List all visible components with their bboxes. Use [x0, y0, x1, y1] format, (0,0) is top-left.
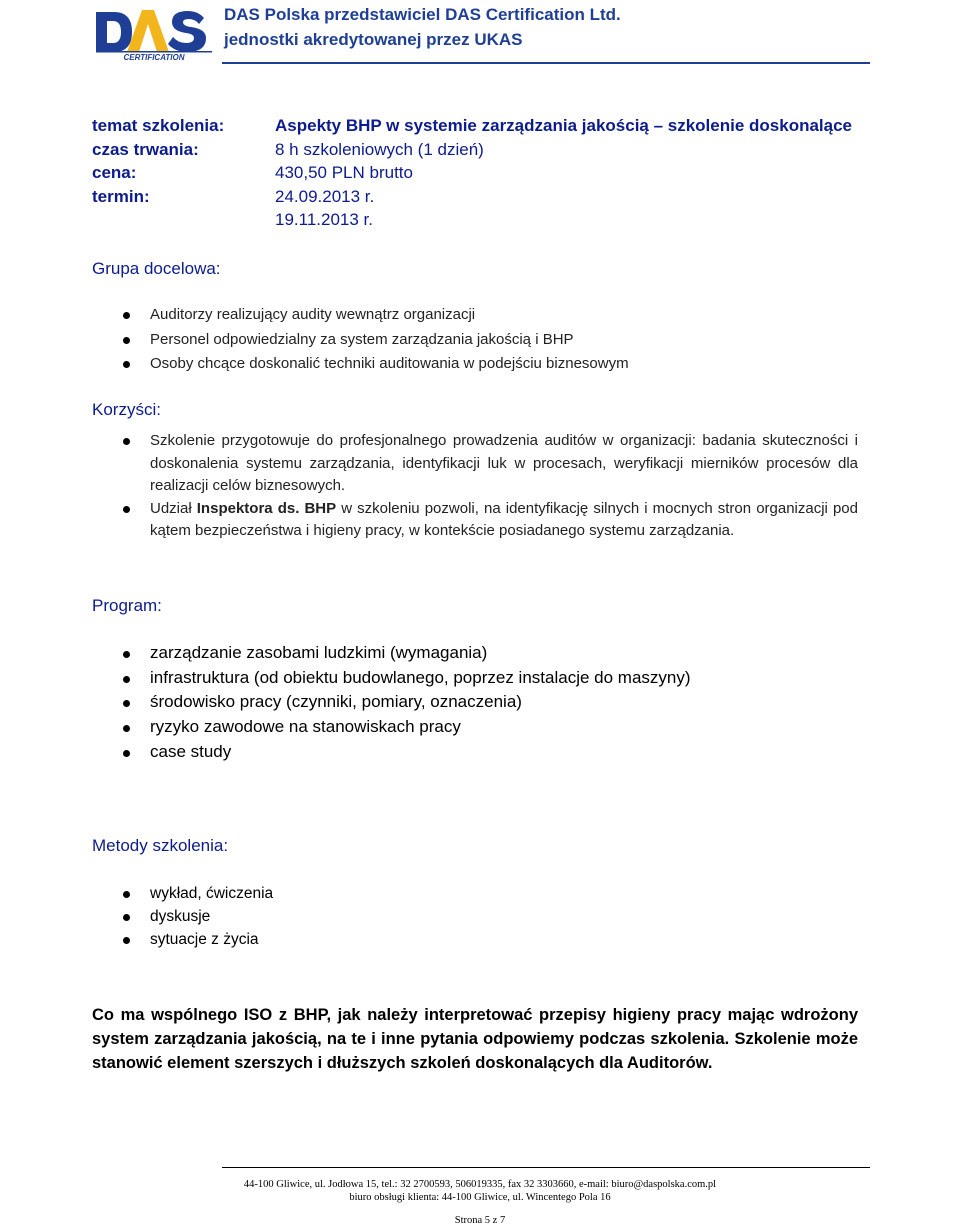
bullet-icon: [123, 937, 130, 944]
das-certification-logo: [94, 4, 214, 62]
closing-paragraph: Co ma wspólnego ISO z BHP, jak należy interpretować przepisy higieny pracy mając wdrożony system zarządzania jakością, na te i inne pytania odpowiemy podczas szkolenia. Szkolenie może stanowić element szerszych i dłuższych szkoleń doskonalących dla Auditorów.: [92, 1006, 858, 1072]
header-title: DAS Polska przedstawiciel DAS Certification Ltd.: [224, 5, 621, 24]
bullet-icon: [123, 891, 130, 898]
footer-address: 44-100 Gliwice, ul. Jodłowa 15, tel.: 32 2700593, 506019335, fax 32 3303660, e-mail: biuro@daspolska.com.pl: [243, 1179, 717, 1190]
program-heading: Program:: [92, 596, 162, 615]
benefits-list: [150, 430, 858, 543]
bullet-icon: [123, 725, 130, 732]
list-item: wykład, ćwiczenia: [150, 882, 870, 905]
list-item: środowisko pracy (czynniki, pomiary, oznaczenia): [150, 690, 870, 715]
header-subtitle: jednostki akredytowanej przez UKAS: [224, 30, 523, 49]
list-item: Auditorzy realizujący audity wewnątrz organizacji: [150, 303, 870, 328]
list-item: Szkolenie przygotowuje do profesjonalnego prowadzenia auditów w organizacji: badania skuteczności i doskonalenia systemu zarządzania, identyfikacji luk w procesach, weryfikacji mierników procesów dla realizacji celów biznesowych.: [150, 430, 858, 498]
program-list: [150, 641, 870, 765]
list-item: sytuacje z życia: [150, 928, 870, 951]
bullet-icon: [123, 651, 130, 658]
list-item: infrastruktura (od obiektu budowlanego, poprzez instalacje do maszyny): [150, 666, 870, 691]
date-2: 19.11.2013 r.: [275, 210, 373, 229]
footer-office: biuro obsługi klienta: 44-100 Gliwice, ul. Wincentego Pola 16: [349, 1192, 611, 1203]
list-item: ryzyko zawodowe na stanowiskach pracy: [150, 715, 870, 740]
bullet-icon: [123, 676, 130, 683]
price-label: cena:: [92, 163, 137, 182]
bullet-icon: [123, 750, 130, 757]
bullet-icon: [123, 438, 130, 445]
bullet-icon: [123, 361, 130, 368]
benefits-heading: Korzyści:: [92, 400, 161, 419]
bullet-icon: [123, 700, 130, 707]
bullet-icon: [123, 312, 130, 319]
page-number: Strona 5 z 7: [454, 1215, 506, 1226]
bullet-icon: [123, 506, 130, 513]
list-item: case study: [150, 740, 870, 765]
list-item: Personel odpowiedzialny za system zarządzania jakością i BHP: [150, 328, 870, 353]
bullet-icon: [123, 337, 130, 344]
date-label: termin:: [92, 187, 150, 206]
header-divider: [222, 62, 870, 64]
logo-subtitle: CERTIFICATION: [123, 53, 185, 62]
methods-list: [150, 882, 870, 951]
list-item: zarządzanie zasobami ludzkimi (wymagania): [150, 641, 870, 666]
footer-divider: [222, 1167, 870, 1168]
date-1: 24.09.2013 r.: [275, 187, 375, 206]
list-item: Udział Inspektora ds. BHP w szkoleniu pozwoli, na identyfikację silnych i mocnych stron organizacji pod kątem bezpieczeństwa i higieny pracy, w kontekście posiadanego systemu zarządzania.: [150, 498, 858, 543]
duration-label: czas trwania:: [92, 140, 199, 159]
methods-heading: Metody szkolenia:: [92, 836, 229, 855]
bullet-icon: [123, 914, 130, 921]
target-group-list: [150, 303, 870, 377]
target-group-heading: Grupa docelowa:: [92, 259, 221, 278]
list-item: Osoby chcące doskonalić techniki auditowania w podejściu biznesowym: [150, 352, 870, 377]
topic-label: temat szkolenia:: [92, 116, 225, 135]
price-value: 430,50 PLN brutto: [275, 163, 413, 182]
topic-value: Aspekty BHP w systemie zarządzania jakością – szkolenie doskonalące: [275, 116, 853, 135]
list-item: dyskusje: [150, 905, 870, 928]
duration-value: 8 h szkoleniowych (1 dzień): [275, 140, 484, 159]
